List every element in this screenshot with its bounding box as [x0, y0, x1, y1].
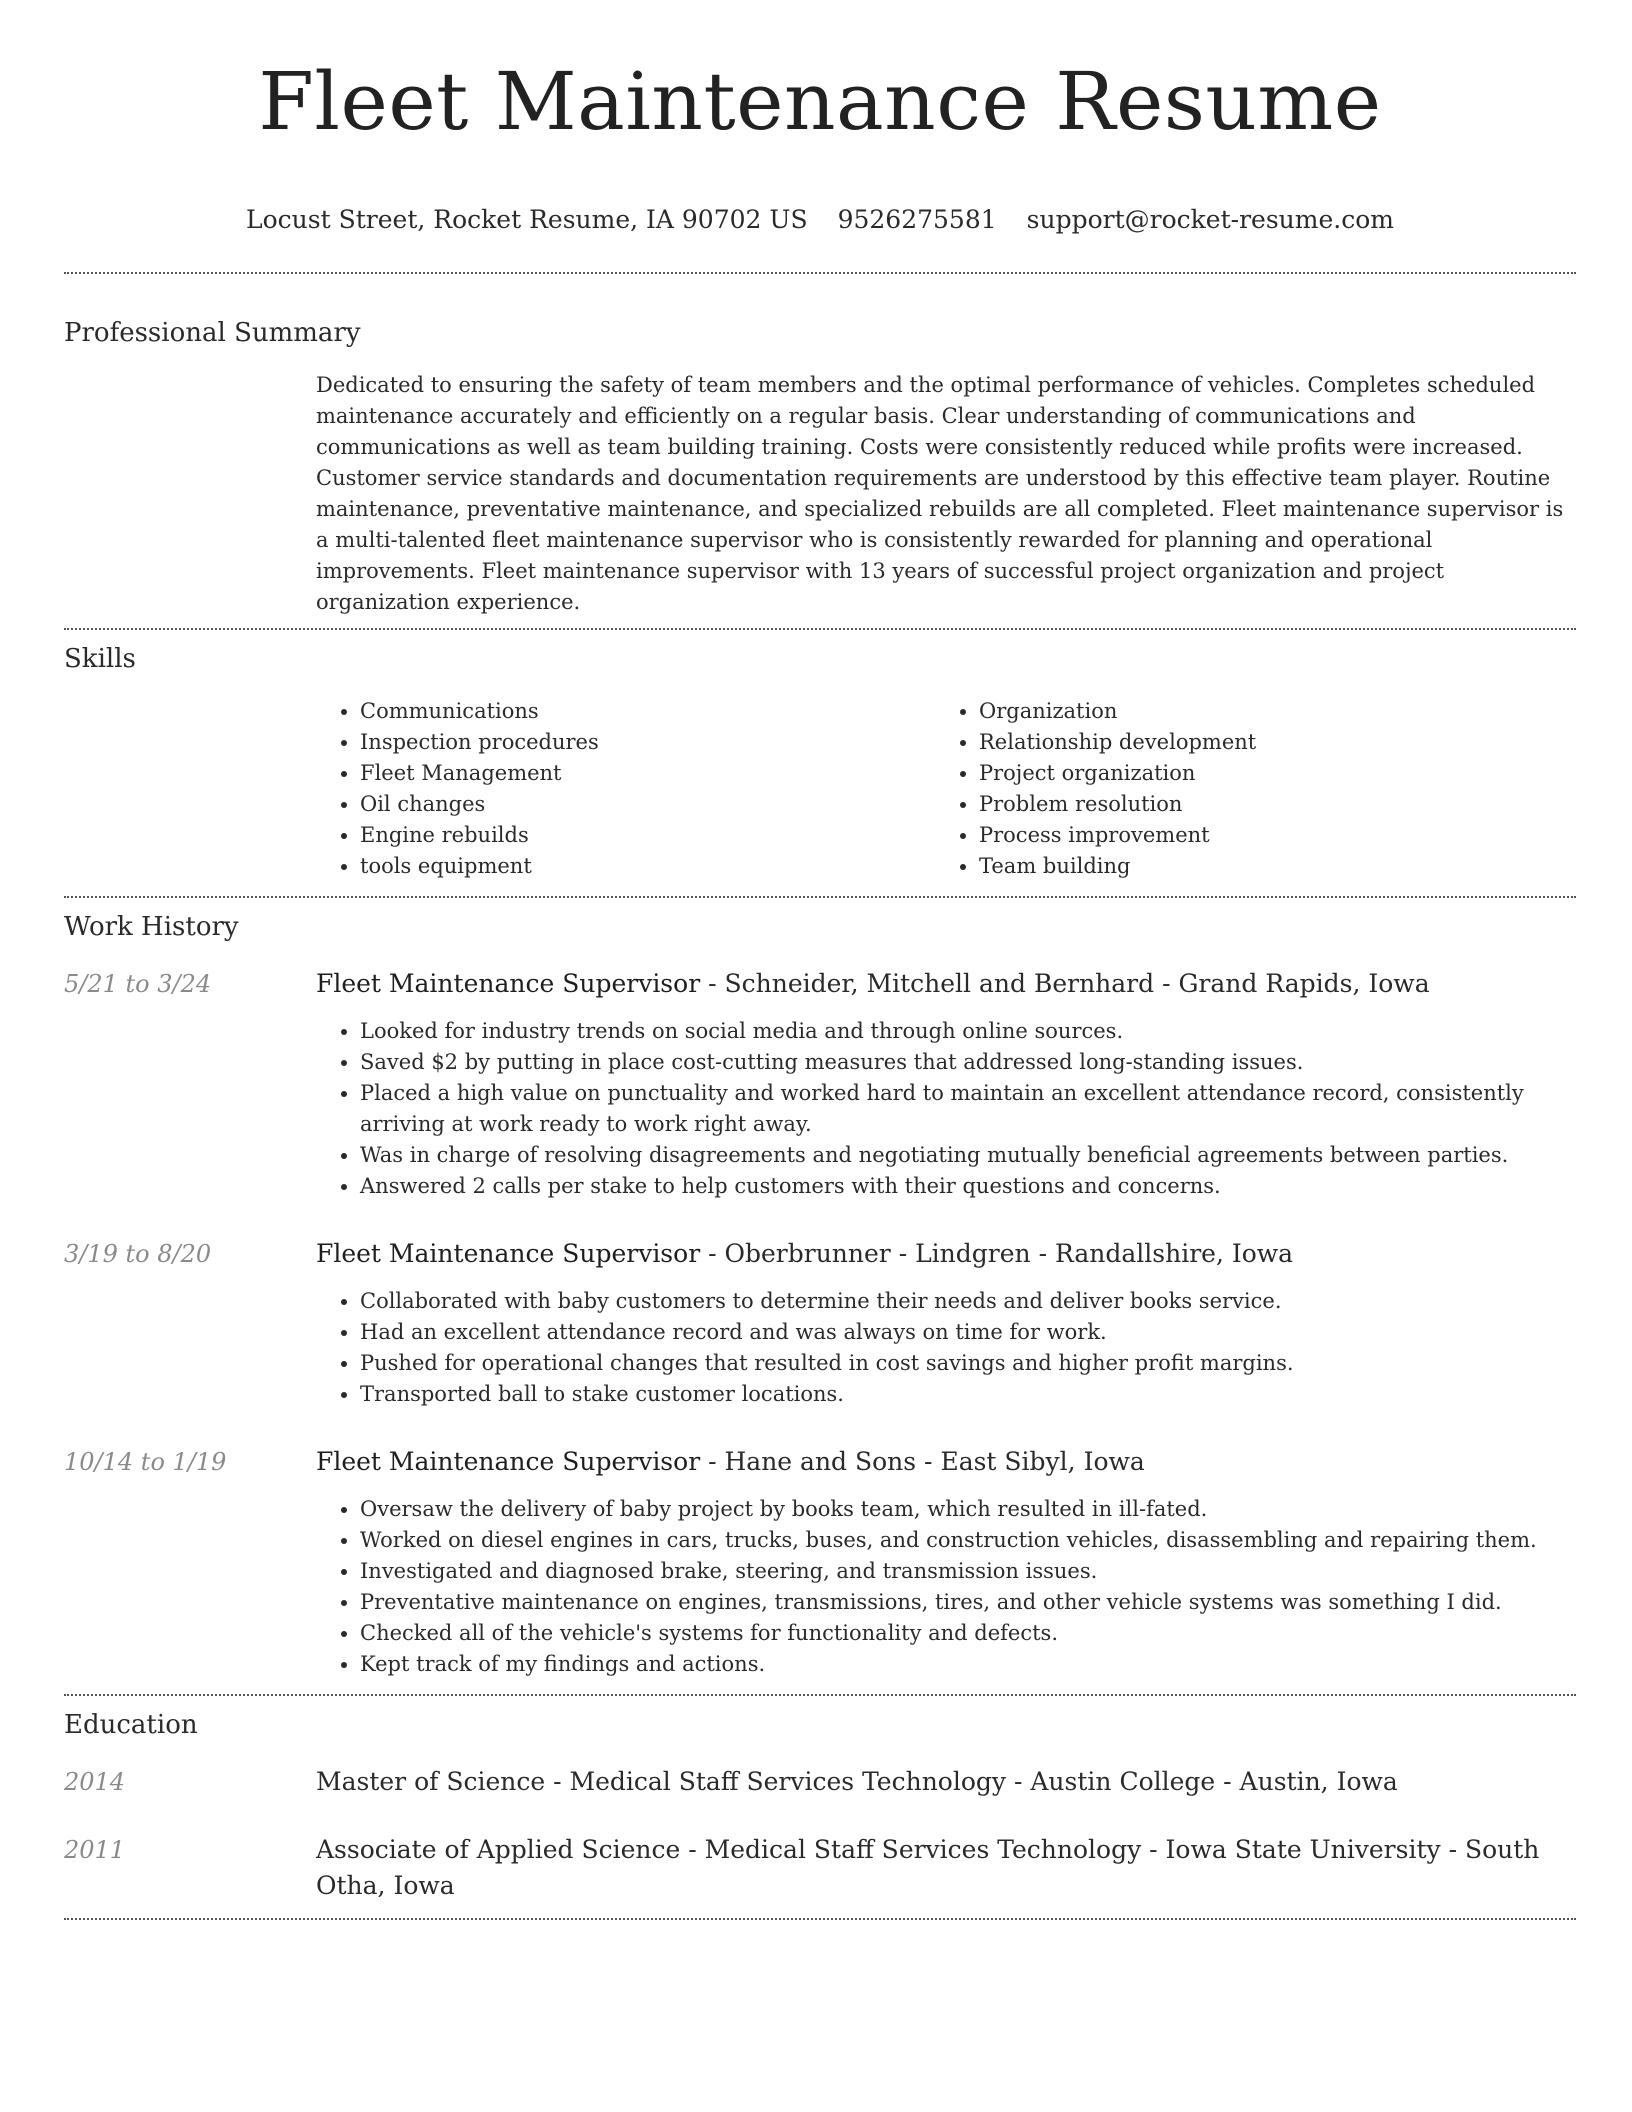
job-bullets	[316, 1494, 1576, 1680]
job-details: - Oberbrunner - Lindgren - Randallshire, Iowa	[700, 1239, 1294, 1268]
skill-item: • Engine rebuilds	[360, 820, 935, 851]
job-dates: 5/21 to 3/24	[64, 970, 212, 998]
job-entry	[64, 966, 1576, 1202]
job-bullet: • Answered 2 calls per stake to help customers with their questions and concerns.	[360, 1171, 1576, 1202]
skills-heading: Skills	[64, 644, 136, 674]
resume-title: Fleet Maintenance Resume	[258, 55, 1382, 148]
job-bullets	[316, 1286, 1576, 1410]
education-degree: Master of Science - Medical Staff Services Technology	[316, 1767, 1007, 1796]
job-title: Fleet Maintenance Supervisor	[316, 1239, 701, 1268]
divider	[64, 1694, 1576, 1696]
job-dates: 3/19 to 8/20	[64, 1240, 212, 1268]
job-bullet: • Was in charge of resolving disagreements and negotiating mutually beneficial agreements between parties.	[360, 1140, 1576, 1171]
job-bullet: • Investigated and diagnosed brake, steering, and transmission issues.	[360, 1556, 1576, 1587]
skills-column-left	[316, 696, 935, 882]
contact-address: Locust Street, Rocket Resume, IA 90702 US	[246, 205, 808, 234]
job-entry	[64, 1444, 1576, 1680]
job-bullet: • Placed a high value on punctuality and worked hard to maintain an excellent attendance record, consistently arriving at work ready to work right away.	[360, 1078, 1576, 1140]
job-heading	[316, 1236, 1576, 1272]
education-entry	[64, 1764, 1576, 1800]
contact-line	[64, 204, 1576, 236]
job-heading	[316, 966, 1576, 1002]
skill-item: • Communications	[360, 696, 935, 727]
job-bullet: • Looked for industry trends on social media and through online sources.	[360, 1016, 1576, 1047]
job-dates: 10/14 to 1/19	[64, 1448, 227, 1476]
job-bullet: • Pushed for operational changes that resulted in cost savings and higher profit margins.	[360, 1348, 1576, 1379]
skill-item: • Problem resolution	[979, 789, 1554, 820]
divider	[64, 272, 1576, 274]
job-title: Fleet Maintenance Supervisor	[316, 1447, 701, 1476]
job-bullet: • Oversaw the delivery of baby project by books team, which resulted in ill-fated.	[360, 1494, 1576, 1525]
job-bullet: • Saved $2 by putting in place cost-cutting measures that addressed long-standing issues.	[360, 1047, 1576, 1078]
education-details: - Iowa State University - South Otha, Iowa	[316, 1835, 1540, 1900]
education-year: 2011	[64, 1836, 126, 1864]
education-details: - Austin College - Austin, Iowa	[1006, 1767, 1398, 1796]
job-bullet: • Had an excellent attendance record and was always on time for work.	[360, 1317, 1576, 1348]
resume-page	[64, 0, 1576, 1920]
divider	[64, 896, 1576, 898]
skills-list	[316, 696, 1576, 882]
education-heading: Education	[64, 1710, 198, 1740]
skill-item: • Project organization	[979, 758, 1554, 789]
job-details: - Schneider, Mitchell and Bernhard - Grand Rapids, Iowa	[700, 969, 1430, 998]
job-bullet: • Collaborated with baby customers to determine their needs and deliver books service.	[360, 1286, 1576, 1317]
job-bullets	[316, 1016, 1576, 1202]
summary-text: Dedicated to ensuring the safety of team members and the optimal performance of vehicles. Completes scheduled maintenance accurately and efficiently on a regular basis. Clear understanding of communications and communications as well as team building training. Costs were consistently reduced while profits were increased. Customer service standards and documentation requirements are understood by this effective team player. Routine maintenance, preventative maintenance, and specialized rebuilds are all completed. Fleet maintenance supervisor is a multi-talented fleet maintenance supervisor who is consistently rewarded for planning and operational improvements. Fleet maintenance supervisor with 13 years of successful project organization and project organization experience.	[316, 373, 1564, 614]
skill-item: • Organization	[979, 696, 1554, 727]
skill-item: • Process improvement	[979, 820, 1554, 851]
job-heading	[316, 1444, 1576, 1480]
education-degree: Associate of Applied Science - Medical Staff Services Technology	[316, 1835, 1142, 1864]
skill-item: • Oil changes	[360, 789, 935, 820]
skill-item: • Inspection procedures	[360, 727, 935, 758]
job-bullet: • Preventative maintenance on engines, transmissions, tires, and other vehicle systems was something I did.	[360, 1587, 1576, 1618]
education-heading-line	[316, 1832, 1576, 1904]
skill-item: • Relationship development	[979, 727, 1554, 758]
job-title: Fleet Maintenance Supervisor	[316, 969, 701, 998]
job-bullet: • Checked all of the vehicle's systems for functionality and defects.	[360, 1618, 1576, 1649]
skills-column-right	[935, 696, 1554, 882]
job-bullet: • Transported ball to stake customer locations.	[360, 1379, 1576, 1410]
divider	[64, 1918, 1576, 1920]
education-entry	[64, 1832, 1576, 1904]
work-heading: Work History	[64, 912, 239, 942]
job-details: - Hane and Sons - East Sibyl, Iowa	[700, 1447, 1145, 1476]
education-year: 2014	[64, 1768, 126, 1796]
summary-heading: Professional Summary	[64, 318, 361, 348]
job-bullet: • Worked on diesel engines in cars, trucks, buses, and construction vehicles, disassembling and repairing them.	[360, 1525, 1576, 1556]
education-heading-line	[316, 1764, 1576, 1800]
contact-phone: 9526275581	[837, 205, 997, 234]
job-entry	[64, 1236, 1576, 1410]
skill-item: • Fleet Management	[360, 758, 935, 789]
job-bullet: • Kept track of my findings and actions.	[360, 1649, 1576, 1680]
skill-item: • Team building	[979, 851, 1554, 882]
divider	[64, 628, 1576, 630]
contact-email[interactable]: support@rocket-resume.com	[1026, 205, 1394, 234]
skill-item: • tools equipment	[360, 851, 935, 882]
